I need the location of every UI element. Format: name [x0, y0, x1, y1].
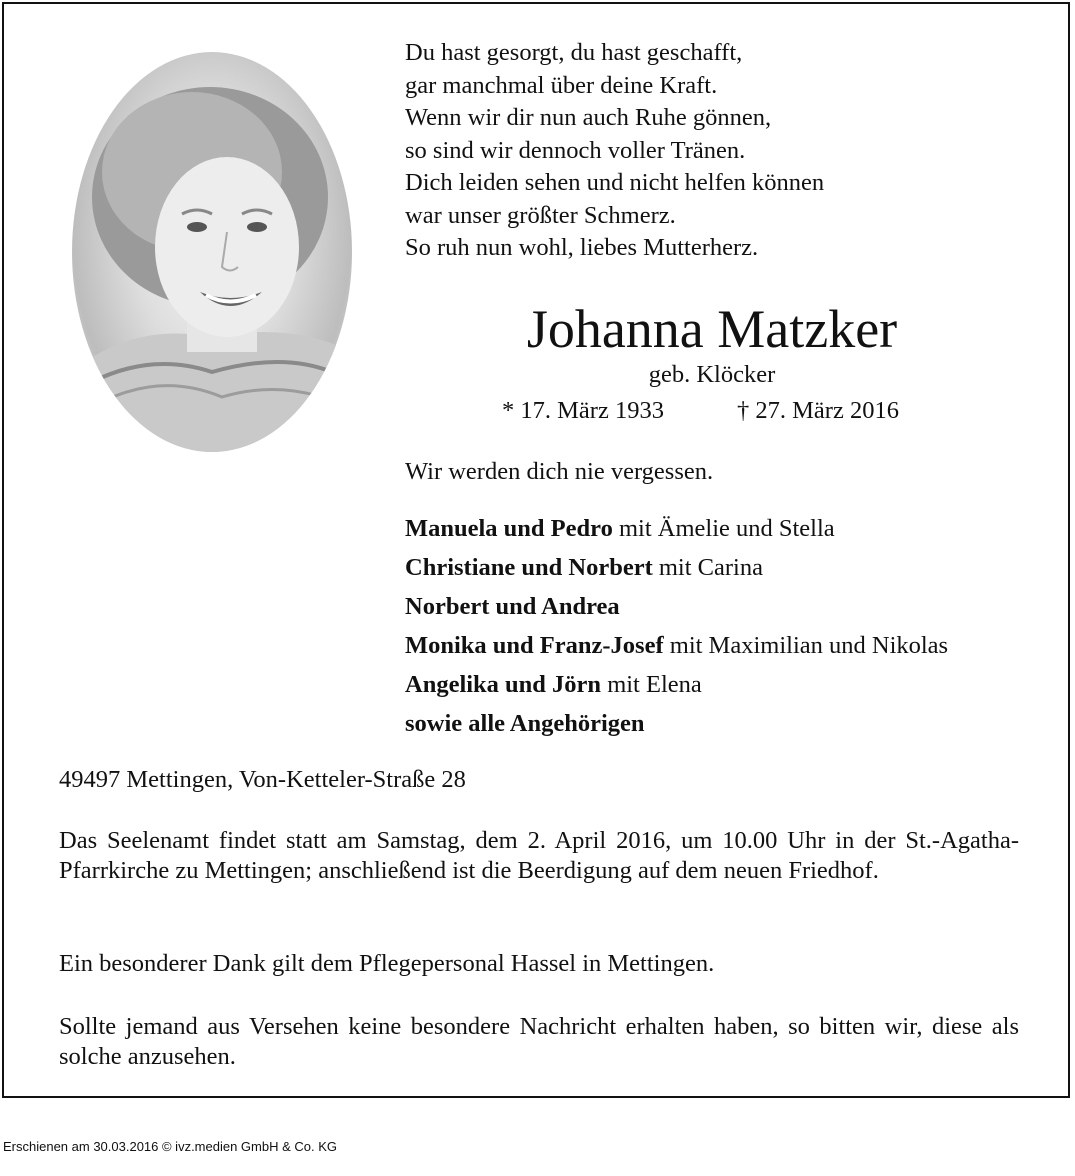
family-names: Christiane und Norbert	[405, 554, 653, 581]
portrait-image	[72, 52, 352, 452]
poem-line: Dich leiden sehen und nicht helfen können	[405, 169, 825, 196]
family-row	[405, 704, 948, 743]
poem	[405, 37, 824, 265]
poem-line: Du hast gesorgt, du hast geschafft,	[405, 39, 743, 66]
family-children: mit Carina	[652, 554, 763, 581]
poem-line: so sind wir dennoch voller Tränen.	[405, 136, 746, 164]
family-row	[405, 587, 948, 626]
thanks-paragraph: Ein besonderer Dank gilt dem Pflegepersonal Hassel in Mettingen.	[59, 950, 715, 977]
family-row	[405, 626, 948, 665]
family-children: mit Elena	[601, 671, 702, 698]
birth-name: geb. Klöcker	[648, 361, 776, 388]
poem-line: war unser größter Schmerz.	[405, 201, 676, 229]
family-names: Monika und Franz-Josef	[405, 632, 664, 659]
family-children: mit Ämelie und Stella	[612, 515, 835, 542]
death-date: † 27. März 2016	[737, 397, 899, 424]
poem-line: Wenn wir dir nun auch Ruhe gönnen,	[405, 104, 772, 131]
poem-line: gar manchmal über deine Kraft.	[405, 71, 718, 99]
farewell-line: Wir werden dich nie vergessen.	[405, 458, 714, 485]
portrait-photo	[72, 52, 352, 452]
family-names: Manuela und Pedro	[405, 515, 613, 542]
address: 49497 Mettingen, Von-Ketteler-Straße 28	[59, 766, 466, 793]
family-names: Norbert und Andrea	[405, 593, 620, 620]
poem-line: So ruh nun wohl, liebes Mutterherz.	[405, 234, 759, 261]
family-children: mit Maximilian und Nikolas	[663, 632, 949, 659]
family-list	[405, 509, 948, 743]
obituary-frame	[2, 2, 1070, 1098]
family-row	[405, 548, 948, 587]
publication-footer: Erschienen am 30.03.2016 © ivz.medien GmbH & Co. KG	[3, 1139, 338, 1154]
birth-date: * 17. März 1933	[502, 397, 664, 424]
notice-paragraph: Sollte jemand aus Versehen keine besondere Nachricht erhalten haben, so bitten wir, diese als solche anzusehen.	[59, 1013, 1019, 1070]
family-row	[405, 665, 948, 704]
family-row	[405, 509, 948, 548]
family-names: Angelika und Jörn	[405, 671, 602, 698]
deceased-name: Johanna Matzker	[526, 299, 898, 359]
family-names: sowie alle Angehörigen	[405, 710, 645, 737]
service-paragraph: Das Seelenamt findet statt am Samstag, dem 2. April 2016, um 10.00 Uhr in der St.-Agatha-Pfarrkirche zu Mettingen; anschließend ist die Beerdigung auf dem neuen Friedhof.	[59, 827, 1019, 884]
